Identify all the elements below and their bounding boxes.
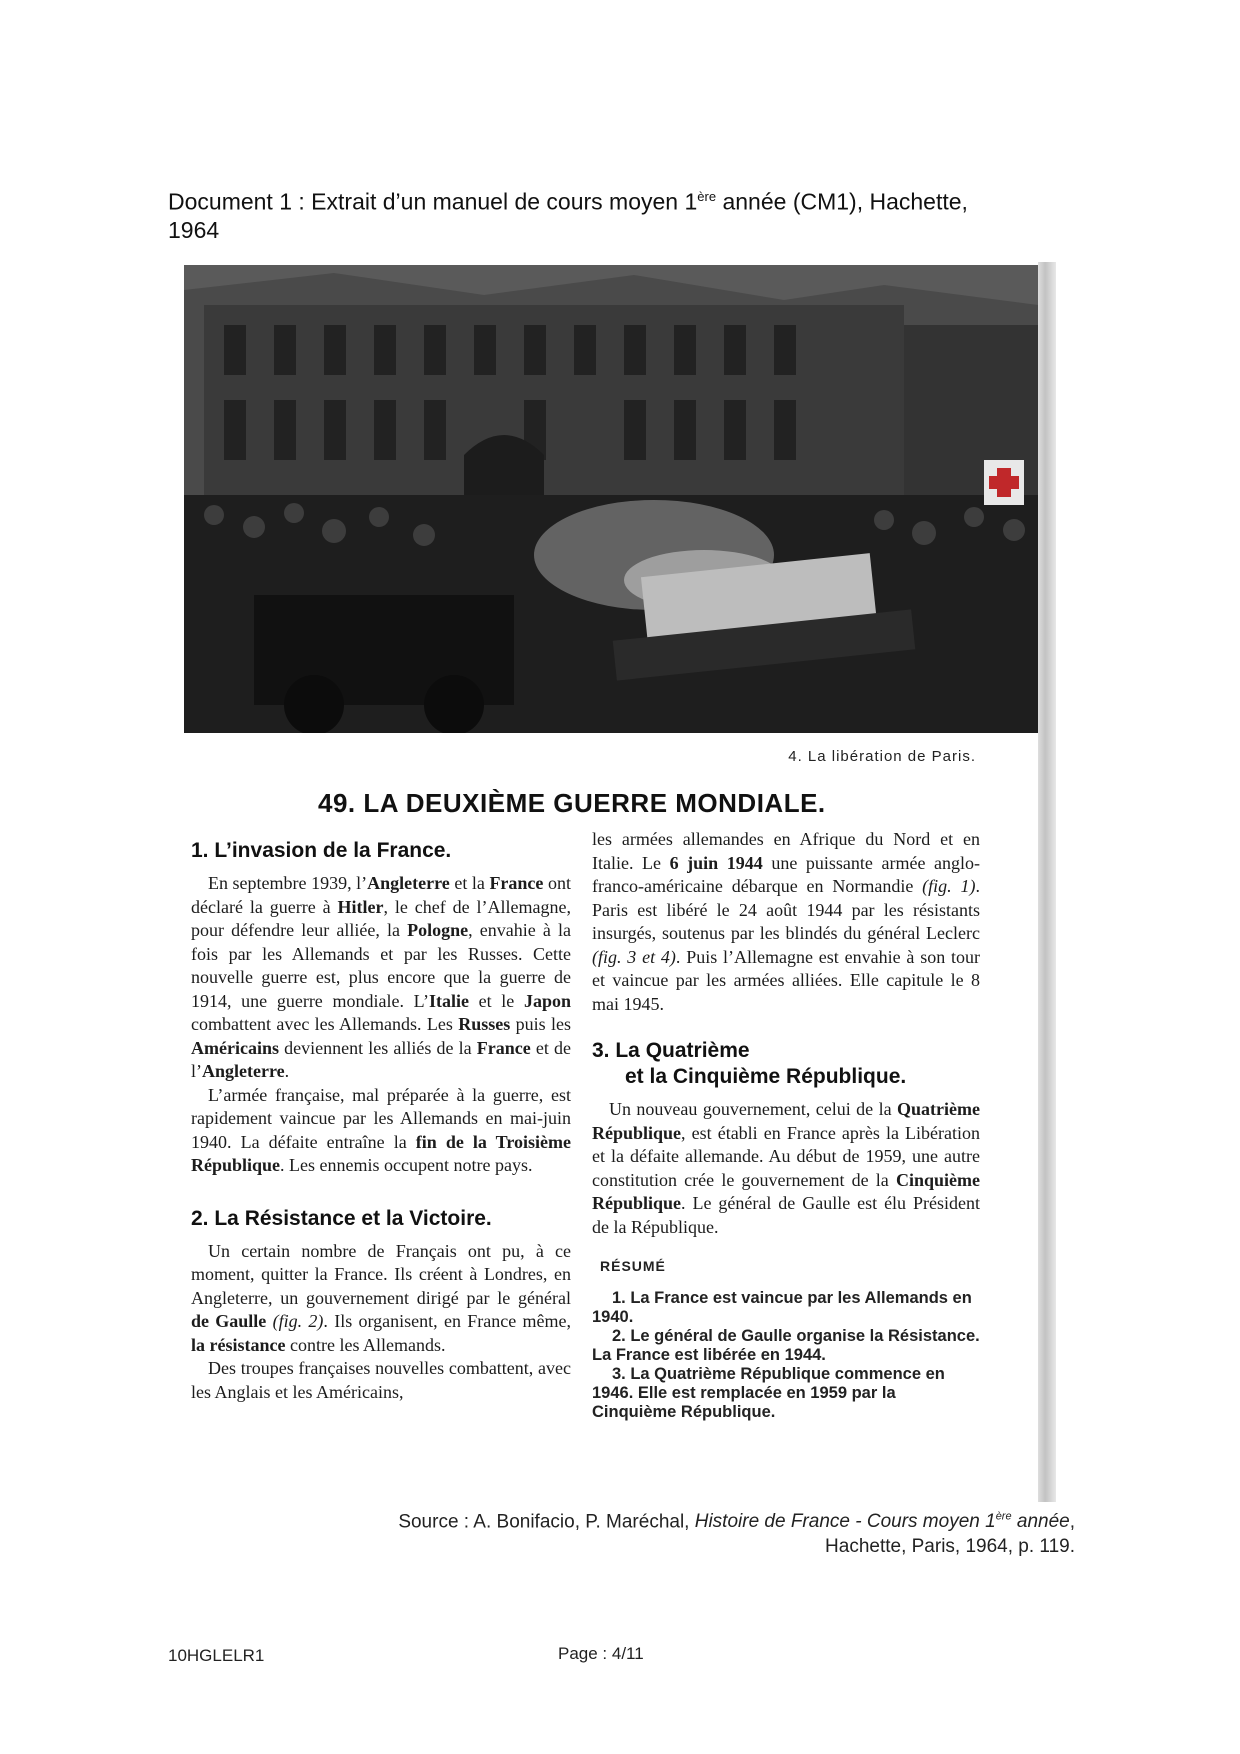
liberation-photo: [184, 265, 1038, 733]
section-2-heading: 2. La Résistance et la Victoire.: [191, 1206, 492, 1230]
footer-code: 10HGLELR1: [168, 1646, 265, 1665]
resume-item: 3. La Quatrième République commence en 1946. Elle est remplacée en 1959 par la Cinquième République.: [592, 1364, 945, 1421]
section-2-continuation: les armées allemandes en Afrique du Nord et en Italie. Le 6 juin 1944 une puissante armée anglo-franco-américaine débarque en Normandie (fig. 1). Paris est libéré le 24 août 1944 par les résistants insurgés, soutenus par les blindés du général Leclerc (fig. 3 et 4). Puis l’Allemagne est envahie à son tour et vaincue par les armées alliées. Elle capitule le 8 mai 1945.: [592, 829, 980, 1014]
source-line-2: Hachette, Paris, 1964, p. 119.: [825, 1536, 1075, 1558]
right-column: [592, 828, 980, 1422]
liberation-photo-drawing: [184, 265, 1038, 733]
resume-title: RÉSUMÉ: [600, 1258, 666, 1274]
section-1-paragraph-1: En septembre 1939, l’Angleterre et la France ont déclaré la guerre à Hitler, le chef de l’Allemagne, pour défendre leur alliée, la Pologne, envahie à la fois par les Allemands et par les Russes. Cette nouvelle guerre est, plus encore que la guerre de 1914, une guerre mondiale. L’Italie et le Japon combattent avec les Allemands. Les Russes puis les Américains deviennent les alliés de la France et de l’Angleterre.: [191, 873, 571, 1081]
section-3-heading-line-2: et la Cinquième République.: [625, 1065, 907, 1088]
scan-edge: [1038, 262, 1056, 1502]
document-title-prefix: Document 1 : Extrait d’un manuel de cours moyen 1: [168, 188, 698, 215]
left-column: [191, 838, 571, 1404]
source-book-title: Histoire de France - Cours moyen 1: [694, 1511, 996, 1533]
document-title-suffix: année (CM1), Hachette,: [716, 188, 968, 215]
document-title: [168, 183, 1068, 244]
section-2-paragraph-1: Un certain nombre de Français ont pu, à ce moment, quitter la France. Ils créent à Londres, en Angleterre, un gouvernement dirigé par le général de Gaulle (fig. 2). Ils organisent, en France même, la résistance contre les Allemands.: [191, 1240, 571, 1355]
chapter-title: 49. LA DEUXIÈME GUERRE MONDIALE.: [318, 788, 826, 818]
source-book-sup: ère: [995, 1511, 1012, 1523]
document-title-year: 1964: [168, 216, 220, 243]
source-citation: [180, 1505, 1075, 1559]
resume-item: 1. La France est vaincue par les Allemands en 1940.: [592, 1288, 972, 1326]
source-prefix: Source : A. Bonifacio, P. Maréchal,: [398, 1511, 695, 1533]
section-1-heading: 1. L’invasion de la France.: [191, 839, 452, 862]
document-title-sup: ère: [697, 189, 717, 204]
section-3-heading-line-1: 3. La Quatrième: [592, 1039, 750, 1062]
section-1-paragraph-2: L’armée française, mal préparée à la guerre, est rapidement vaincue par les Allemands en mai-juin 1940. La défaite entraîne la fin de la Troisième République. Les ennemis occupent notre pays.: [191, 1084, 571, 1175]
section-3-heading: [592, 1038, 980, 1090]
source-end: ,: [1069, 1511, 1075, 1533]
footer-page-number: Page : 4/11: [558, 1644, 644, 1663]
source-book-after: année: [1011, 1511, 1070, 1533]
figure-caption: 4. La libération de Paris.: [788, 748, 976, 765]
section-2-paragraph-2: Des troupes françaises nouvelles combattent, avec les Anglais et les Américains,: [191, 1358, 571, 1402]
resume-item: 2. Le général de Gaulle organise la Résistance. La France est libérée en 1944.: [592, 1326, 980, 1364]
section-3-paragraph-1: Un nouveau gouvernement, celui de la Quatrième République, est établi en France après la Libération et la défaite allemande. Au début de 1959, une autre constitution crée le gouvernement de la Cinquième République. Le général de Gaulle est élu Président de la République.: [592, 1099, 980, 1237]
